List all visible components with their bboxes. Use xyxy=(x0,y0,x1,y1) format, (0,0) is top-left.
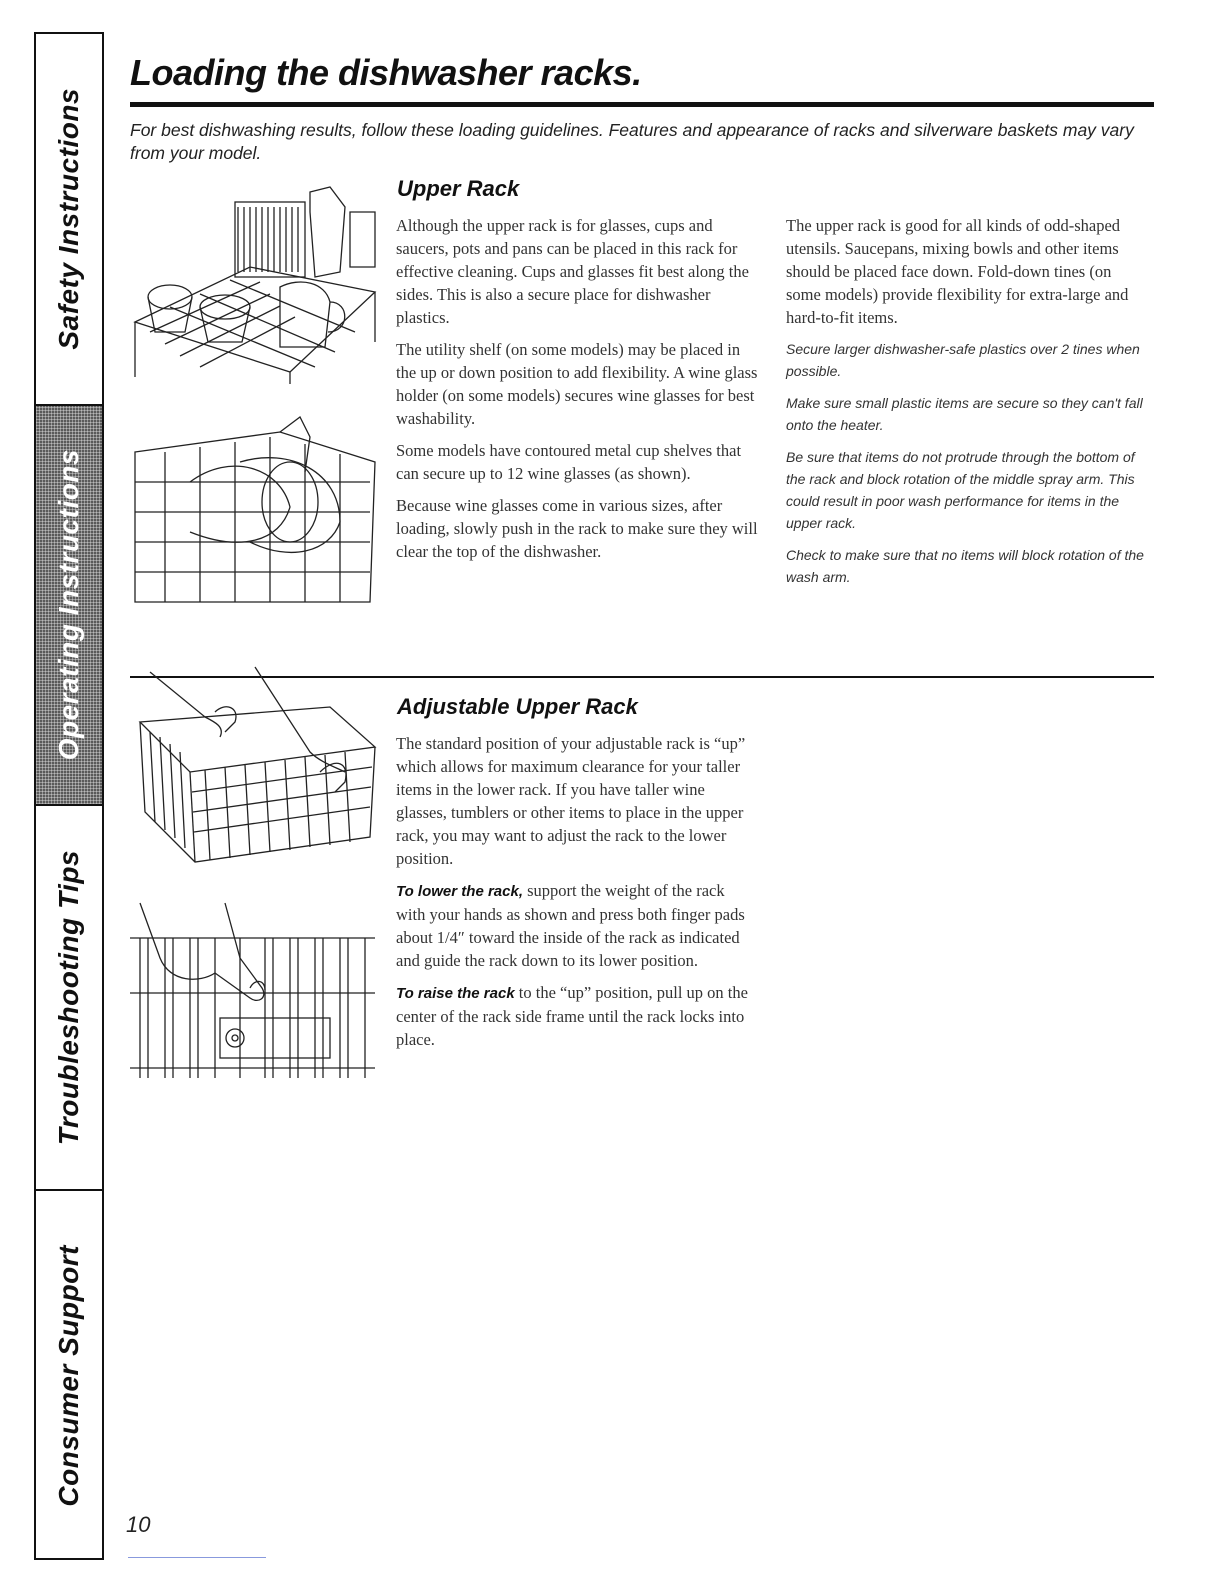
adjustable-rack-illustration xyxy=(130,662,380,877)
paragraph: Some models have contoured metal cup shelves that can secure up to 12 wine glasses (as shown). xyxy=(396,441,742,483)
tab-troubleshooting-tips[interactable] xyxy=(36,806,102,1191)
upper-rack-column-1 xyxy=(396,214,764,572)
paragraph: The upper rack is good for all kinds of odd-shaped utensils. Saucepans, mixing bowls and other items should be placed face down. Fold-down tines (on some models) provide flexibility for extra-large and hard-to-fit items. xyxy=(786,216,1129,327)
wine-glass-shelf-illustration xyxy=(130,412,380,607)
upper-rack-notes xyxy=(786,338,1148,588)
paragraph xyxy=(396,879,756,972)
upper-rack-title: Upper Rack xyxy=(397,176,520,201)
note: Be sure that items do not protrude through the bottom of the rack and block rotation of the middle spray arm. This could result in poor wash performance for items in the upper rack. xyxy=(786,449,1135,531)
paragraph xyxy=(396,981,756,1051)
raise-rack-text: to the “up” position, pull up on the center of the rack side frame until the rack locks into place. xyxy=(396,983,748,1049)
tab-consumer-support[interactable] xyxy=(36,1191,102,1560)
lower-rack-text: support the weight of the rack with your hands as shown and press both finger pads about 1/4″ toward the inside of the rack as indicated and guide the rack down to its lower position. xyxy=(396,881,745,970)
paragraph: Because wine glasses come in various sizes, after loading, slowly push in the rack to make sure they will clear the top of the dishwasher. xyxy=(396,496,758,561)
finger-pad-illustration xyxy=(130,898,380,1083)
sidebar-nav xyxy=(34,32,104,1560)
page-number: 10 xyxy=(126,1512,151,1537)
note: Make sure small plastic items are secure so they can't fall onto the heater. xyxy=(786,395,1143,433)
footer-rule xyxy=(128,1557,266,1558)
tab-operating-instructions[interactable] xyxy=(36,406,102,806)
raise-rack-lead: To raise the rack xyxy=(396,985,515,1002)
note: Check to make sure that no items will block rotation of the wash arm. xyxy=(786,547,1144,585)
tab-label: Safety Instructions xyxy=(53,88,84,350)
adjustable-rack-title: Adjustable Upper Rack xyxy=(397,694,638,719)
tab-label: Troubleshooting Tips xyxy=(53,849,84,1146)
paragraph: The utility shelf (on some models) may be placed in the up or down position to add flexibility. A wine glass holder (on some models) secures wine glasses for best washability. xyxy=(396,340,758,428)
upper-rack-cups-illustration xyxy=(130,172,380,387)
intro-text: For best dishwashing results, follow these loading guidelines. Features and appearance of racks and silverware baskets may vary from your model. xyxy=(130,120,1134,163)
lower-rack-lead: To lower the rack, xyxy=(396,883,523,900)
tab-label: Consumer Support xyxy=(53,1244,84,1507)
tab-label: Operating Instructions xyxy=(53,449,84,761)
adjustable-rack-column xyxy=(396,732,756,1060)
upper-rack-column-2 xyxy=(786,214,1148,598)
paragraph: Although the upper rack is for glasses, cups and saucers, pots and pans can be placed in this rack for effective cleaning. Cups and glasses fit best along the sides. This is also a secure place for dishwasher plastics. xyxy=(396,216,749,327)
title-rule xyxy=(130,102,1154,107)
note: Secure larger dishwasher-safe plastics over 2 tines when possible. xyxy=(786,341,1140,379)
tab-safety-instructions[interactable] xyxy=(36,34,102,406)
page-title: Loading the dishwasher racks. xyxy=(130,52,642,93)
paragraph: The standard position of your adjustable rack is “up” which allows for maximum clearance for your taller items in the lower rack. If you have taller wine glasses, tumblers or other items to place in the upper rack, you may want to adjust the rack to the lower position. xyxy=(396,734,746,868)
